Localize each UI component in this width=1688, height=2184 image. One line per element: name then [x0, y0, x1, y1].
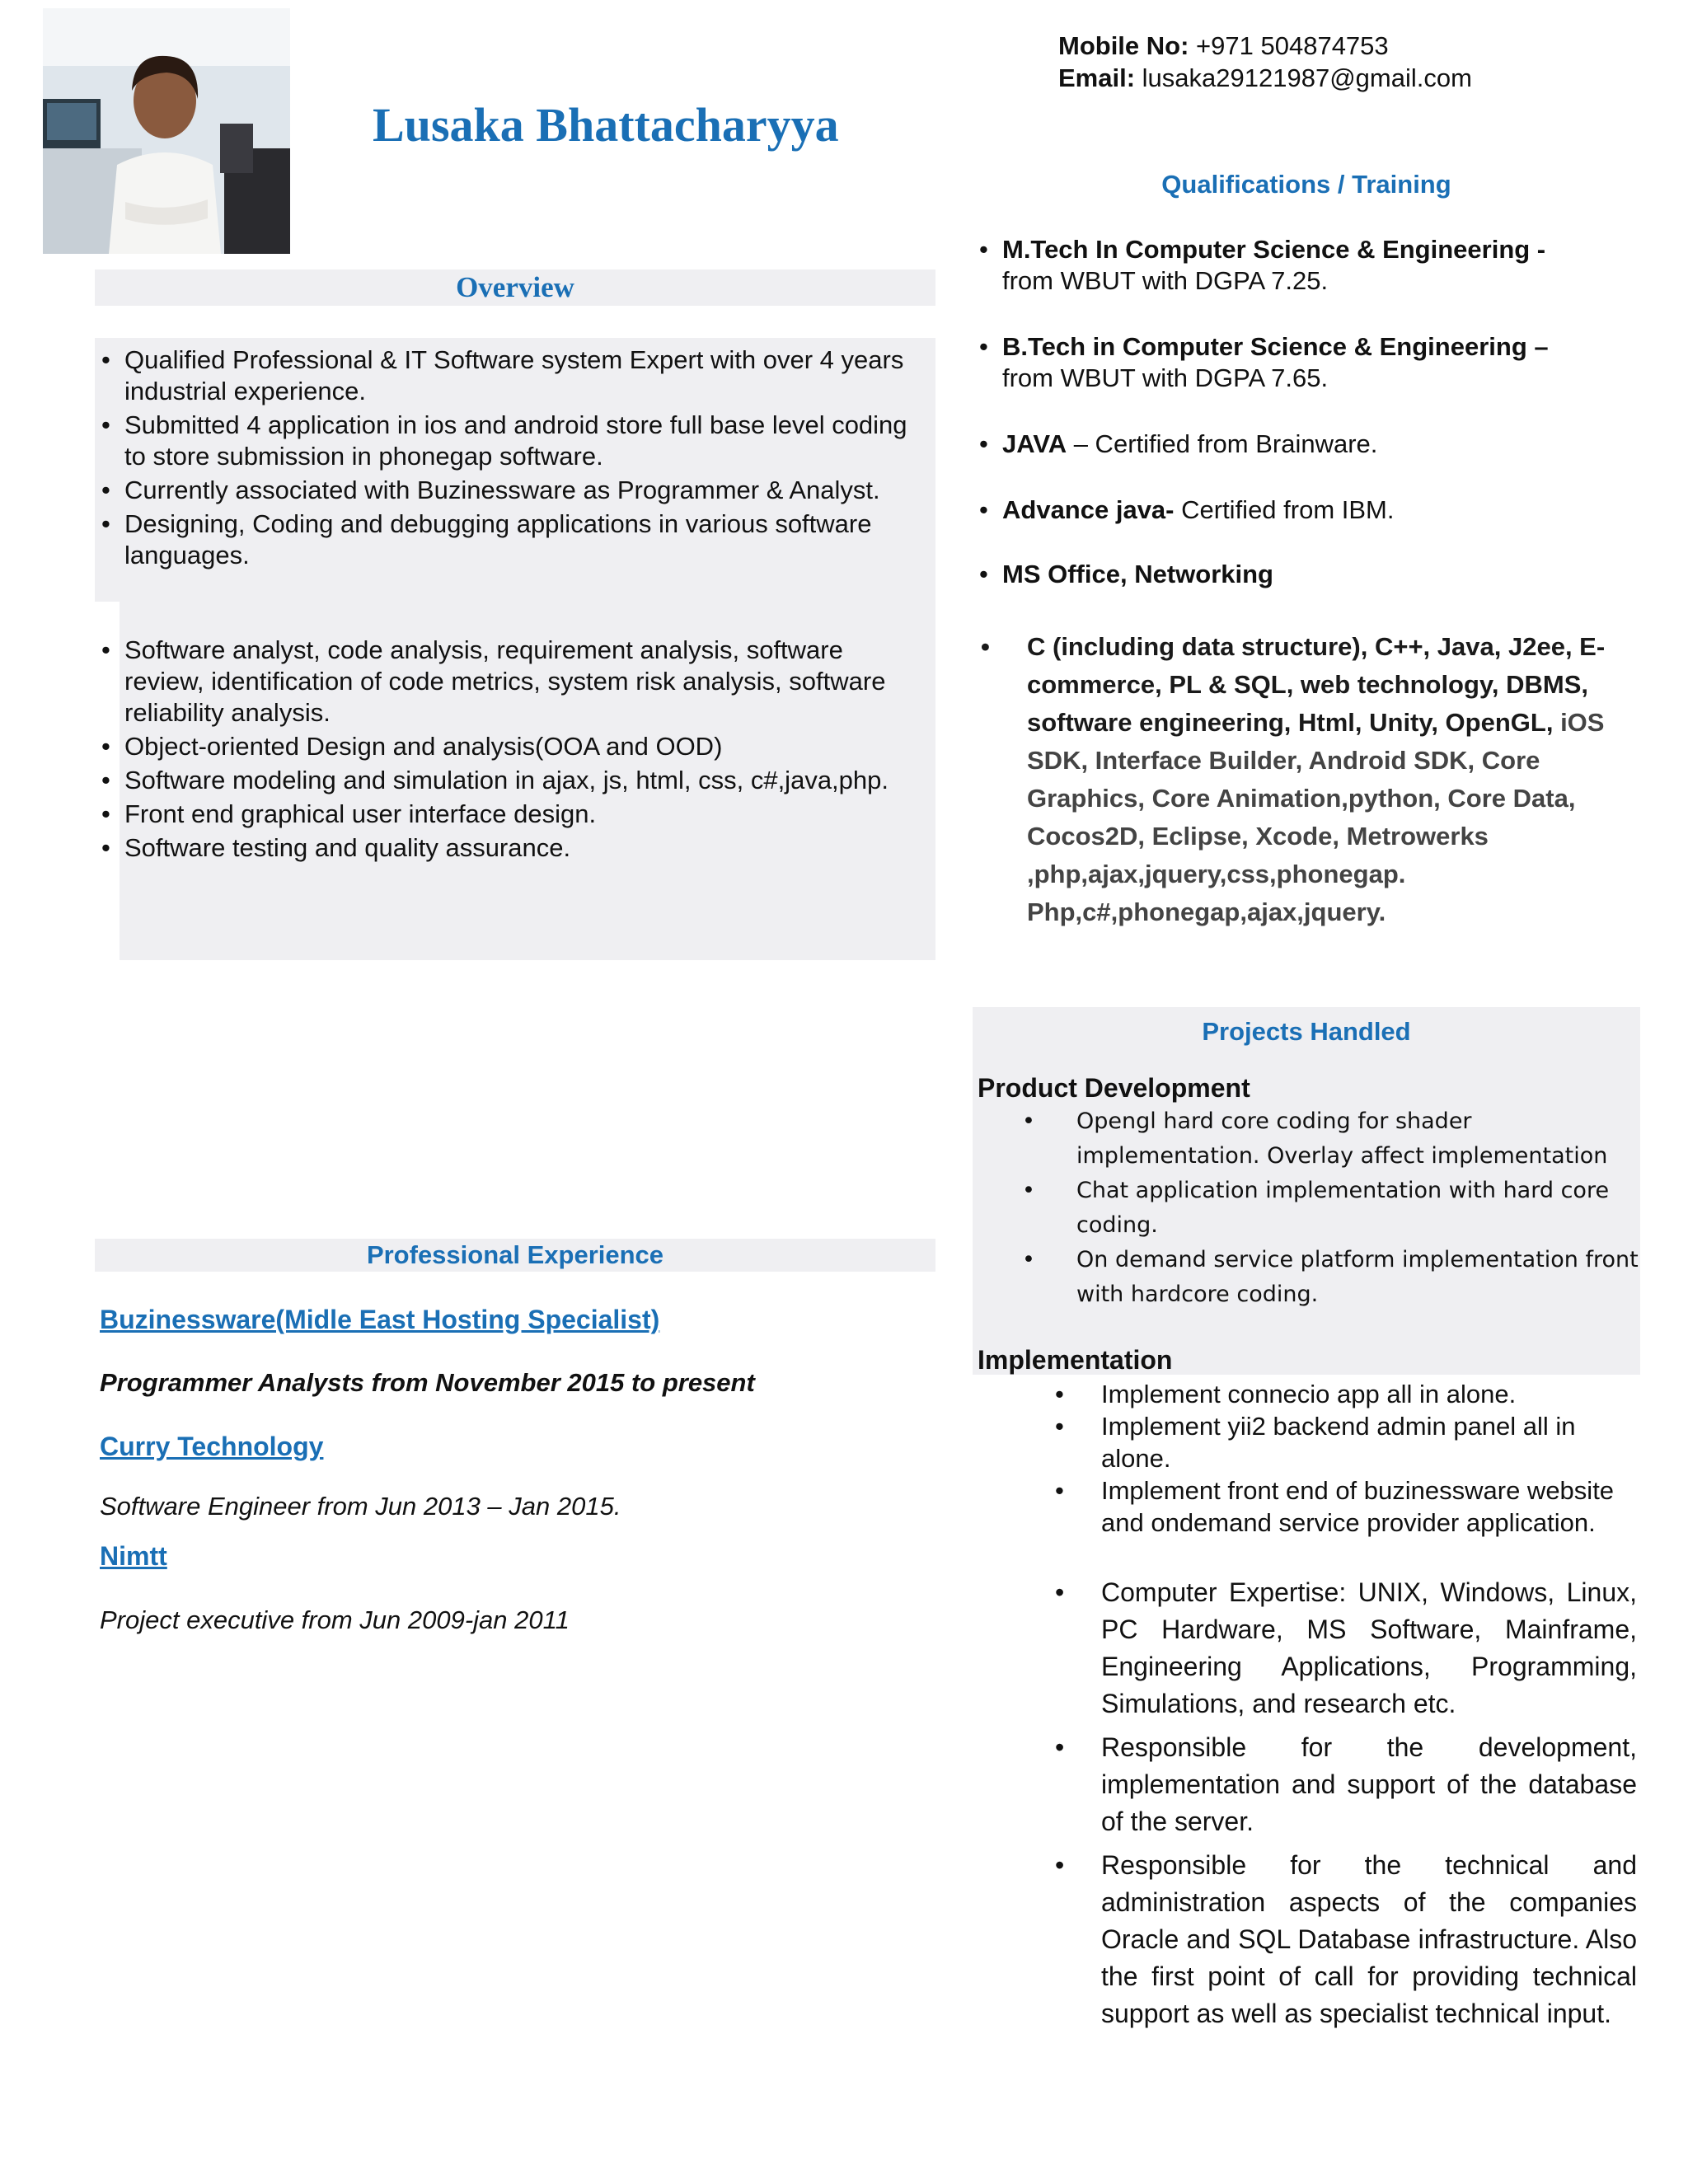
mobile-number: +971 504874753 — [1196, 31, 1389, 60]
qualification-item — [973, 494, 1648, 526]
list-item: • Software analyst, code analysis, requirement analysis, software review, identification of code metrics, system risk analysis, software reliability analysis. — [95, 635, 927, 729]
skills-item — [981, 628, 1657, 931]
candidate-name: Lusaka Bhattacharyya — [373, 98, 839, 152]
degree-detail: from WBUT with DGPA 7.25. — [1002, 266, 1329, 295]
profile-photo — [43, 8, 290, 254]
responsibilities-list — [1047, 1574, 1637, 2039]
list-item: • On demand service platform implementation front with hardcore coding. — [1022, 1243, 1648, 1312]
job-role-3: Project executive from Jun 2009-jan 2011 — [100, 1605, 570, 1634]
list-item: • Implement yii2 backend admin panel all in alone. — [1047, 1410, 1637, 1474]
skills-tail: iOS SDK, Interface Builder, Android SDK, Core Graphics, Core Animation,python, Core Data, Cocos2D, Eclipse, Xcode, Metrowerks ,php,ajax,jquery,css,phonegap. Php,c#,phonegap,ajax,jquery. — [1027, 708, 1605, 926]
list-item: • Implement connecio app all in alone. — [1047, 1378, 1637, 1410]
company-link-nimtt[interactable]: Nimtt — [100, 1541, 167, 1571]
overview-list-a — [95, 344, 927, 574]
qualification-item — [973, 331, 1648, 394]
email-label: Email: — [1058, 63, 1136, 92]
contact-block — [1058, 30, 1472, 94]
list-item: • Responsible for the development, implementation and support of the database of the server. — [1047, 1729, 1637, 1840]
qualifications-heading: Qualifications / Training — [1161, 170, 1451, 199]
list-item: • Software modeling and simulation in ajax, js, html, css, c#,java,php. — [95, 765, 927, 796]
overview-list-b — [95, 635, 927, 866]
qualification-item — [973, 234, 1648, 297]
qualification-item — [973, 429, 1648, 460]
list-item: • Implement front end of buzinessware website and ondemand service provider application. — [1047, 1474, 1637, 1539]
job-role-2: Software Engineer from Jun 2013 – Jan 2015. — [100, 1492, 621, 1521]
cert-detail: – Certified from Brainware. — [1067, 429, 1378, 458]
company-link-curry[interactable]: Curry Technology — [100, 1432, 324, 1461]
implementation-label: Implementation — [978, 1345, 1173, 1375]
cert-title: MS Office, Networking — [1002, 560, 1273, 588]
list-item: • Front end graphical user interface design. — [95, 799, 927, 830]
product-development-list — [1022, 1104, 1648, 1312]
degree-title: B.Tech in Computer Science & Engineering – — [1002, 332, 1549, 361]
list-item: • Designing, Coding and debugging applications in various software languages. — [95, 509, 927, 571]
qualification-item — [973, 559, 1648, 590]
product-development-label: Product Development — [978, 1073, 1250, 1103]
list-item: • Object-oriented Design and analysis(OOA and OOD) — [95, 731, 927, 762]
list-item: • Currently associated with Buzinessware as Programmer & Analyst. — [95, 475, 927, 506]
list-item: • Qualified Professional & IT Software system Expert with over 4 years industrial experience. — [95, 344, 927, 407]
job-role-1: Programmer Analysts from November 2015 to present — [100, 1368, 755, 1397]
list-item: • Submitted 4 application in ios and android store full base level coding to store submission in phonegap software. — [95, 410, 927, 472]
list-item: • Chat application implementation with hard core coding. — [1022, 1174, 1648, 1243]
cert-title: Advance java- — [1002, 495, 1175, 524]
projects-heading: Projects Handled — [1202, 1017, 1411, 1046]
company-link-buzinessware[interactable]: Buzinessware(Midle East Hosting Specialist) — [100, 1305, 660, 1334]
degree-detail: from WBUT with DGPA 7.65. — [1002, 363, 1329, 392]
list-item: • Responsible for the technical and administration aspects of the companies Oracle and SQL Database infrastructure. Also the first point of call for providing technical support as well as specialist technical input. — [1047, 1847, 1637, 2032]
skills-main: C (including data structure), C++, Java, J2ee, E-commerce, PL & SQL, web technology, DBMS, software engineering, Html, Unity, OpenGL, — [1027, 632, 1606, 737]
cert-title: JAVA — [1002, 429, 1067, 458]
implementation-list — [1047, 1378, 1637, 1539]
degree-title: M.Tech In Computer Science & Engineering - — [1002, 235, 1546, 264]
list-item: • Opengl hard core coding for shader implementation. Overlay affect implementation — [1022, 1104, 1648, 1174]
mobile-label: Mobile No: — [1058, 31, 1189, 60]
experience-heading: Professional Experience — [95, 1239, 935, 1272]
email-address[interactable]: lusaka29121987@gmail.com — [1142, 63, 1472, 92]
list-item: • Computer Expertise: UNIX, Windows, Linux, PC Hardware, MS Software, Mainframe, Engineering Applications, Programming, Simulations, and research etc. — [1047, 1574, 1637, 1722]
list-item: • Software testing and quality assurance. — [95, 832, 927, 864]
cert-detail: Certified from IBM. — [1174, 495, 1395, 524]
mobile-line — [1058, 30, 1472, 62]
skills-list — [981, 628, 1657, 931]
email-line — [1058, 62, 1472, 94]
overview-heading: Overview — [95, 269, 935, 306]
